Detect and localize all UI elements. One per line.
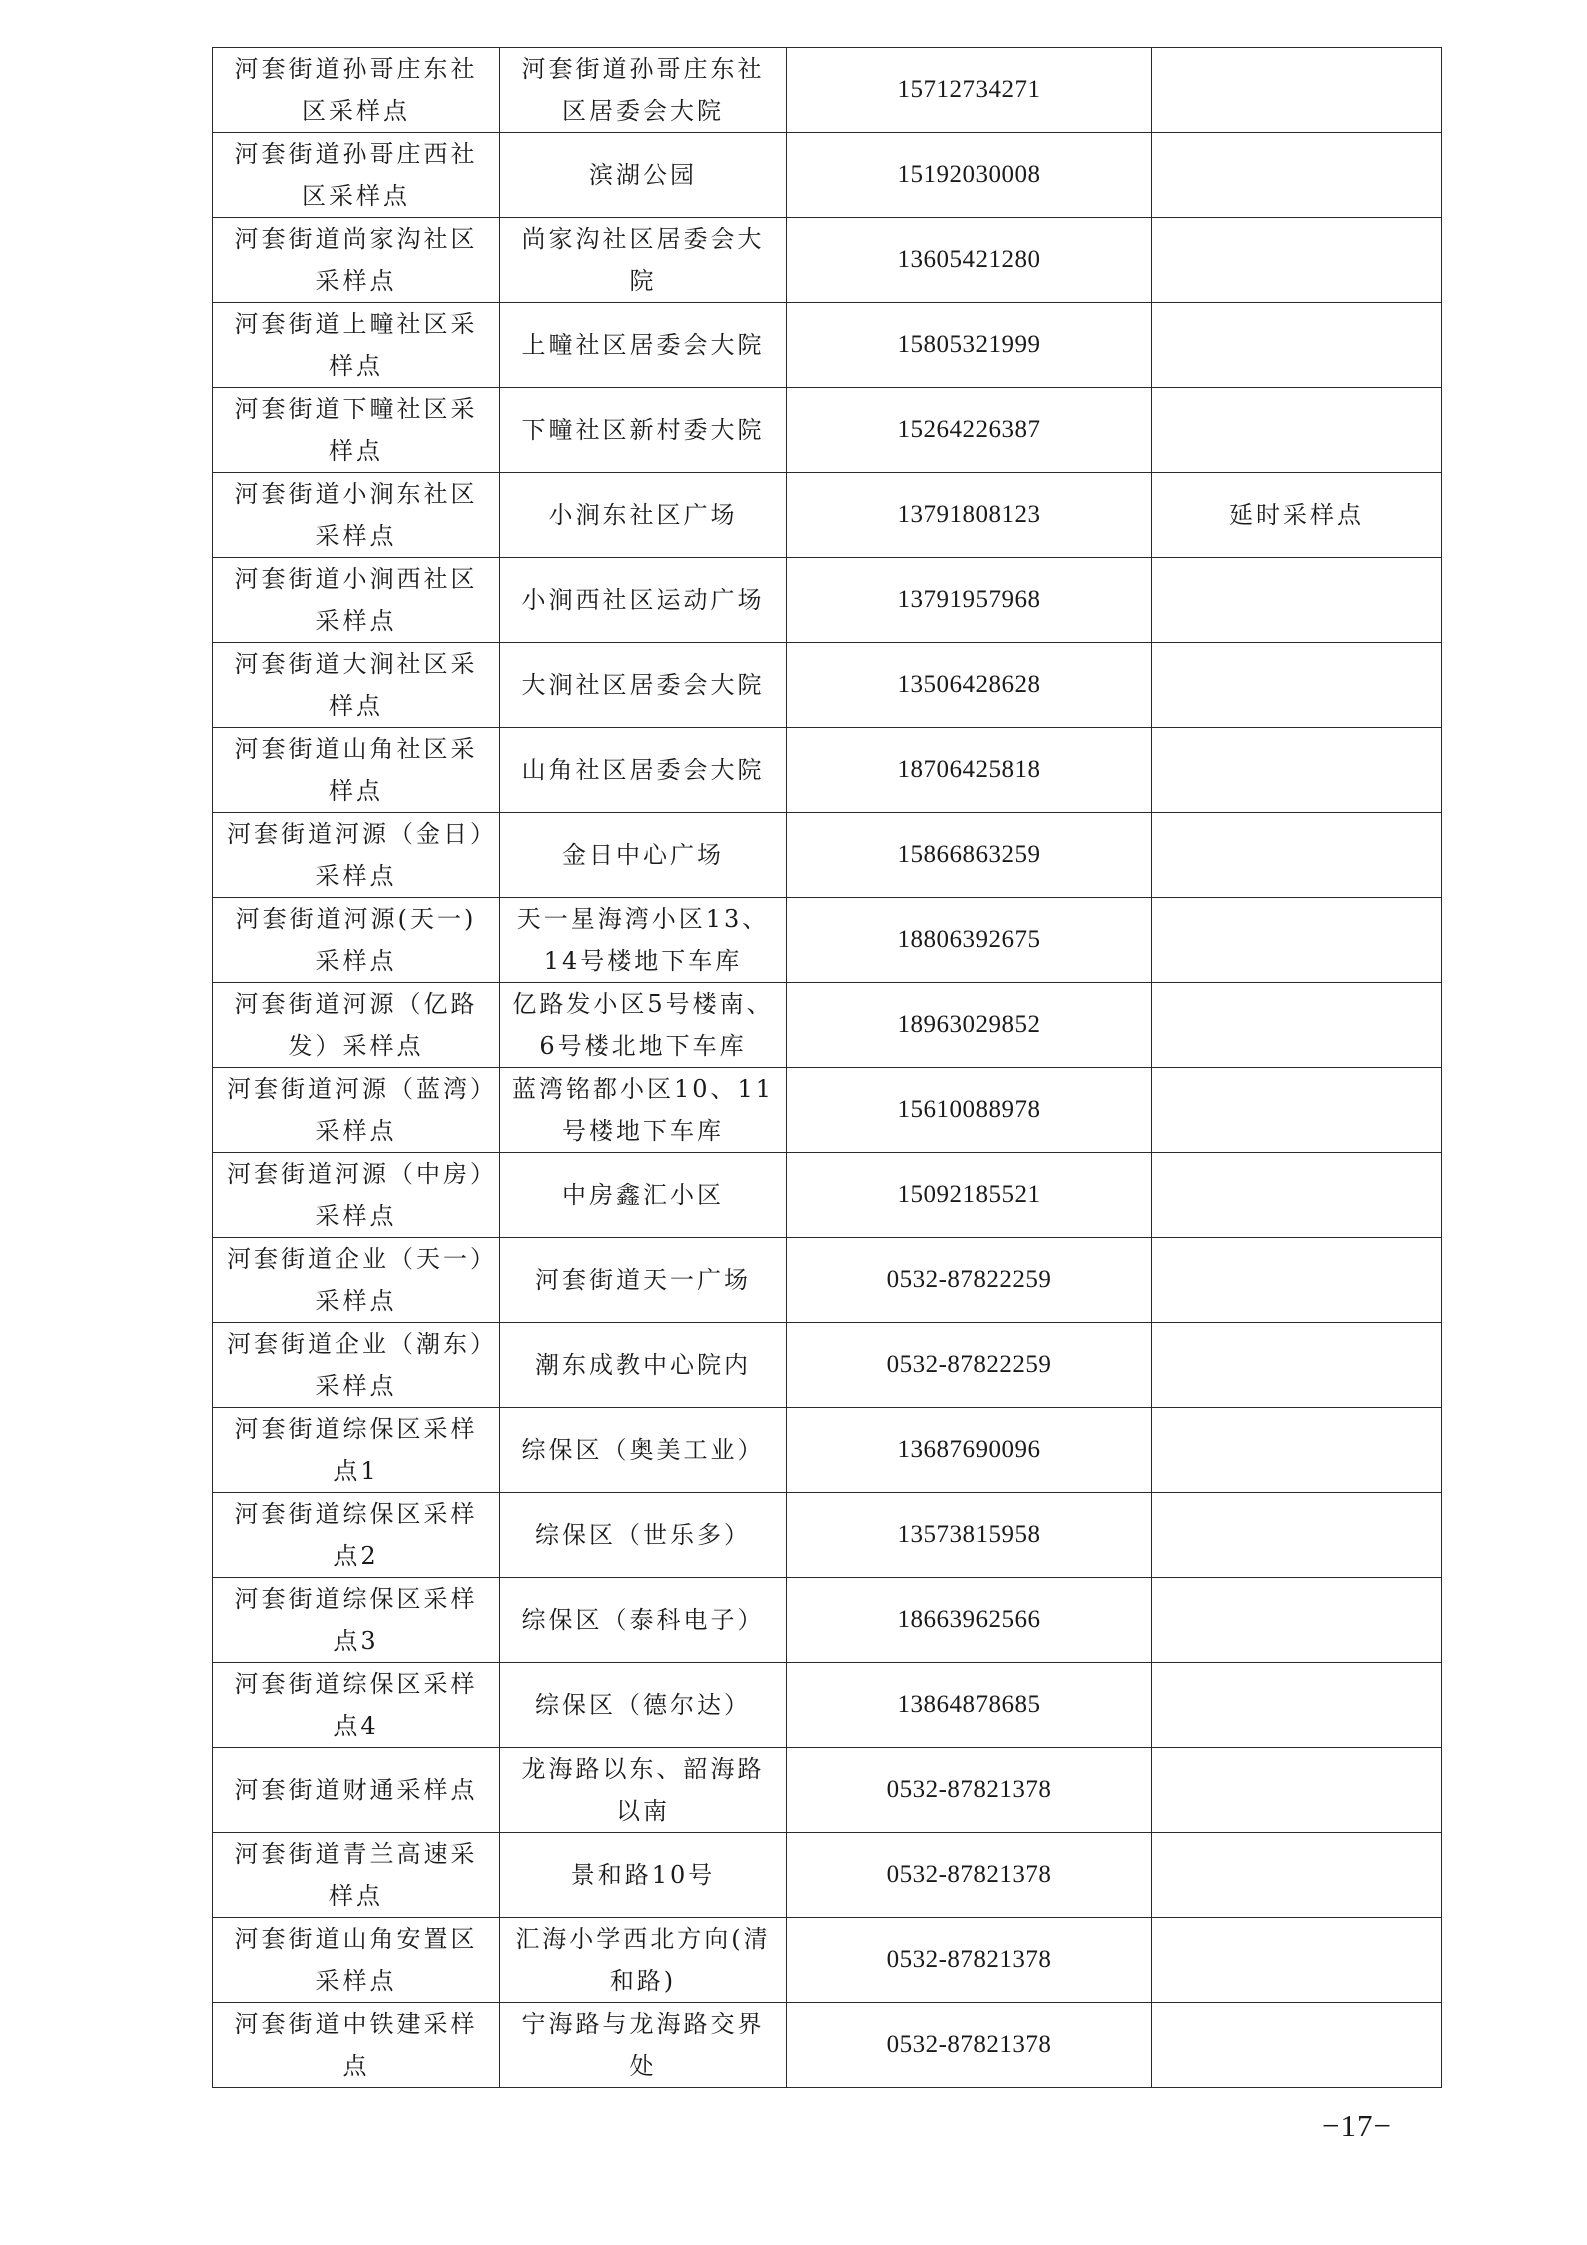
sampling-point-location: 宁海路与龙海路交界处 bbox=[500, 2003, 787, 2088]
remark bbox=[1152, 1408, 1442, 1493]
sampling-point-location: 亿路发小区5号楼南、6号楼北地下车库 bbox=[500, 983, 787, 1068]
sampling-point-name: 河套街道综保区采样点3 bbox=[213, 1578, 500, 1663]
contact-phone: 0532-87821378 bbox=[787, 1918, 1152, 2003]
sampling-point-name: 河套街道山角安置区采样点 bbox=[213, 1918, 500, 2003]
sampling-point-name: 河套街道企业（潮东）采样点 bbox=[213, 1323, 500, 1408]
contact-phone: 15264226387 bbox=[787, 388, 1152, 473]
table-row bbox=[213, 473, 1442, 558]
sampling-point-location: 小涧东社区广场 bbox=[500, 473, 787, 558]
sampling-point-location: 天一星海湾小区13、14号楼地下车库 bbox=[500, 898, 787, 983]
sampling-point-name: 河套街道大涧社区采样点 bbox=[213, 643, 500, 728]
sampling-point-location: 综保区（泰科电子） bbox=[500, 1578, 787, 1663]
remark bbox=[1152, 2003, 1442, 2088]
contact-phone: 15092185521 bbox=[787, 1153, 1152, 1238]
remark bbox=[1152, 898, 1442, 983]
sampling-point-location: 景和路10号 bbox=[500, 1833, 787, 1918]
table-row bbox=[213, 2003, 1442, 2088]
contact-phone: 18806392675 bbox=[787, 898, 1152, 983]
remark bbox=[1152, 1578, 1442, 1663]
remark bbox=[1152, 1153, 1442, 1238]
sampling-point-name: 河套街道河源（亿路发）采样点 bbox=[213, 983, 500, 1068]
contact-phone: 15866863259 bbox=[787, 813, 1152, 898]
remark bbox=[1152, 643, 1442, 728]
table-row bbox=[213, 1918, 1442, 2003]
sampling-point-location: 河套街道孙哥庄东社区居委会大院 bbox=[500, 48, 787, 133]
contact-phone: 13791808123 bbox=[787, 473, 1152, 558]
table-row bbox=[213, 1153, 1442, 1238]
contact-phone: 0532-87821378 bbox=[787, 2003, 1152, 2088]
contact-phone: 0532-87822259 bbox=[787, 1238, 1152, 1323]
sampling-point-location: 滨湖公园 bbox=[500, 133, 787, 218]
table-row bbox=[213, 983, 1442, 1068]
sampling-point-location: 金日中心广场 bbox=[500, 813, 787, 898]
remark bbox=[1152, 303, 1442, 388]
contact-phone: 18663962566 bbox=[787, 1578, 1152, 1663]
sampling-point-name: 河套街道河源（中房）采样点 bbox=[213, 1153, 500, 1238]
sampling-point-name: 河套街道综保区采样点1 bbox=[213, 1408, 500, 1493]
sampling-point-name: 河套街道企业（天一）采样点 bbox=[213, 1238, 500, 1323]
sampling-point-location: 汇海小学西北方向(清和路) bbox=[500, 1918, 787, 2003]
table-body bbox=[213, 48, 1442, 2088]
sampling-point-name: 河套街道中铁建采样点 bbox=[213, 2003, 500, 2088]
sampling-point-location: 综保区（德尔达） bbox=[500, 1663, 787, 1748]
sampling-point-location: 综保区（世乐多） bbox=[500, 1493, 787, 1578]
table-row bbox=[213, 1493, 1442, 1578]
table-row bbox=[213, 48, 1442, 133]
sampling-point-name: 河套街道孙哥庄西社区采样点 bbox=[213, 133, 500, 218]
remark: 延时采样点 bbox=[1152, 473, 1442, 558]
sampling-point-name: 河套街道山角社区采样点 bbox=[213, 728, 500, 813]
sampling-point-name: 河套街道小涧西社区采样点 bbox=[213, 558, 500, 643]
remark bbox=[1152, 813, 1442, 898]
contact-phone: 18706425818 bbox=[787, 728, 1152, 813]
contact-phone: 15192030008 bbox=[787, 133, 1152, 218]
remark bbox=[1152, 48, 1442, 133]
remark bbox=[1152, 1918, 1442, 2003]
contact-phone: 13864878685 bbox=[787, 1663, 1152, 1748]
remark bbox=[1152, 1833, 1442, 1918]
sampling-point-location: 下疃社区新村委大院 bbox=[500, 388, 787, 473]
remark bbox=[1152, 558, 1442, 643]
sampling-point-location: 山角社区居委会大院 bbox=[500, 728, 787, 813]
sampling-point-location: 综保区（奥美工业） bbox=[500, 1408, 787, 1493]
remark bbox=[1152, 1493, 1442, 1578]
table-row bbox=[213, 388, 1442, 473]
contact-phone: 13791957968 bbox=[787, 558, 1152, 643]
table-row bbox=[213, 898, 1442, 983]
remark bbox=[1152, 133, 1442, 218]
remark bbox=[1152, 983, 1442, 1068]
table-row bbox=[213, 1408, 1442, 1493]
sampling-point-location: 上疃社区居委会大院 bbox=[500, 303, 787, 388]
contact-phone: 13605421280 bbox=[787, 218, 1152, 303]
sampling-point-name: 河套街道综保区采样点4 bbox=[213, 1663, 500, 1748]
sampling-point-location: 中房鑫汇小区 bbox=[500, 1153, 787, 1238]
contact-phone: 15712734271 bbox=[787, 48, 1152, 133]
table-row bbox=[213, 1323, 1442, 1408]
contact-phone: 15610088978 bbox=[787, 1068, 1152, 1153]
table-row bbox=[213, 133, 1442, 218]
sampling-point-name: 河套街道小涧东社区采样点 bbox=[213, 473, 500, 558]
table-row bbox=[213, 218, 1442, 303]
table-row bbox=[213, 813, 1442, 898]
table-row bbox=[213, 1663, 1442, 1748]
sampling-point-name: 河套街道综保区采样点2 bbox=[213, 1493, 500, 1578]
remark bbox=[1152, 218, 1442, 303]
sampling-point-name: 河套街道河源（金日）采样点 bbox=[213, 813, 500, 898]
sampling-point-location: 小涧西社区运动广场 bbox=[500, 558, 787, 643]
sampling-point-name: 河套街道财通采样点 bbox=[213, 1748, 500, 1833]
table-row bbox=[213, 1833, 1442, 1918]
sampling-point-location: 蓝湾铭都小区10、11号楼地下车库 bbox=[500, 1068, 787, 1153]
remark bbox=[1152, 728, 1442, 813]
table-row bbox=[213, 1748, 1442, 1833]
remark bbox=[1152, 1663, 1442, 1748]
sampling-point-name: 河套街道河源（蓝湾）采样点 bbox=[213, 1068, 500, 1153]
contact-phone: 18963029852 bbox=[787, 983, 1152, 1068]
sampling-point-name: 河套街道青兰高速采样点 bbox=[213, 1833, 500, 1918]
sampling-point-name: 河套街道孙哥庄东社区采样点 bbox=[213, 48, 500, 133]
table-row bbox=[213, 1238, 1442, 1323]
sampling-points-table bbox=[212, 47, 1442, 2088]
sampling-point-name: 河套街道上疃社区采样点 bbox=[213, 303, 500, 388]
remark bbox=[1152, 1068, 1442, 1153]
sampling-point-name: 河套街道尚家沟社区采样点 bbox=[213, 218, 500, 303]
contact-phone: 13687690096 bbox=[787, 1408, 1152, 1493]
page-number: −17− bbox=[1322, 2108, 1392, 2143]
sampling-point-name: 河套街道河源(天一)采样点 bbox=[213, 898, 500, 983]
remark bbox=[1152, 1238, 1442, 1323]
sampling-point-location: 大涧社区居委会大院 bbox=[500, 643, 787, 728]
contact-phone: 13506428628 bbox=[787, 643, 1152, 728]
table-row bbox=[213, 728, 1442, 813]
remark bbox=[1152, 388, 1442, 473]
contact-phone: 0532-87821378 bbox=[787, 1748, 1152, 1833]
contact-phone: 0532-87822259 bbox=[787, 1323, 1152, 1408]
sampling-point-location: 尚家沟社区居委会大院 bbox=[500, 218, 787, 303]
table-row bbox=[213, 1578, 1442, 1663]
remark bbox=[1152, 1323, 1442, 1408]
table-row bbox=[213, 558, 1442, 643]
table-row bbox=[213, 1068, 1442, 1153]
remark bbox=[1152, 1748, 1442, 1833]
sampling-point-location: 河套街道天一广场 bbox=[500, 1238, 787, 1323]
sampling-point-location: 潮东成教中心院内 bbox=[500, 1323, 787, 1408]
contact-phone: 15805321999 bbox=[787, 303, 1152, 388]
table-row bbox=[213, 303, 1442, 388]
contact-phone: 0532-87821378 bbox=[787, 1833, 1152, 1918]
contact-phone: 13573815958 bbox=[787, 1493, 1152, 1578]
sampling-point-location: 龙海路以东、韶海路以南 bbox=[500, 1748, 787, 1833]
table-row bbox=[213, 643, 1442, 728]
sampling-point-name: 河套街道下疃社区采样点 bbox=[213, 388, 500, 473]
